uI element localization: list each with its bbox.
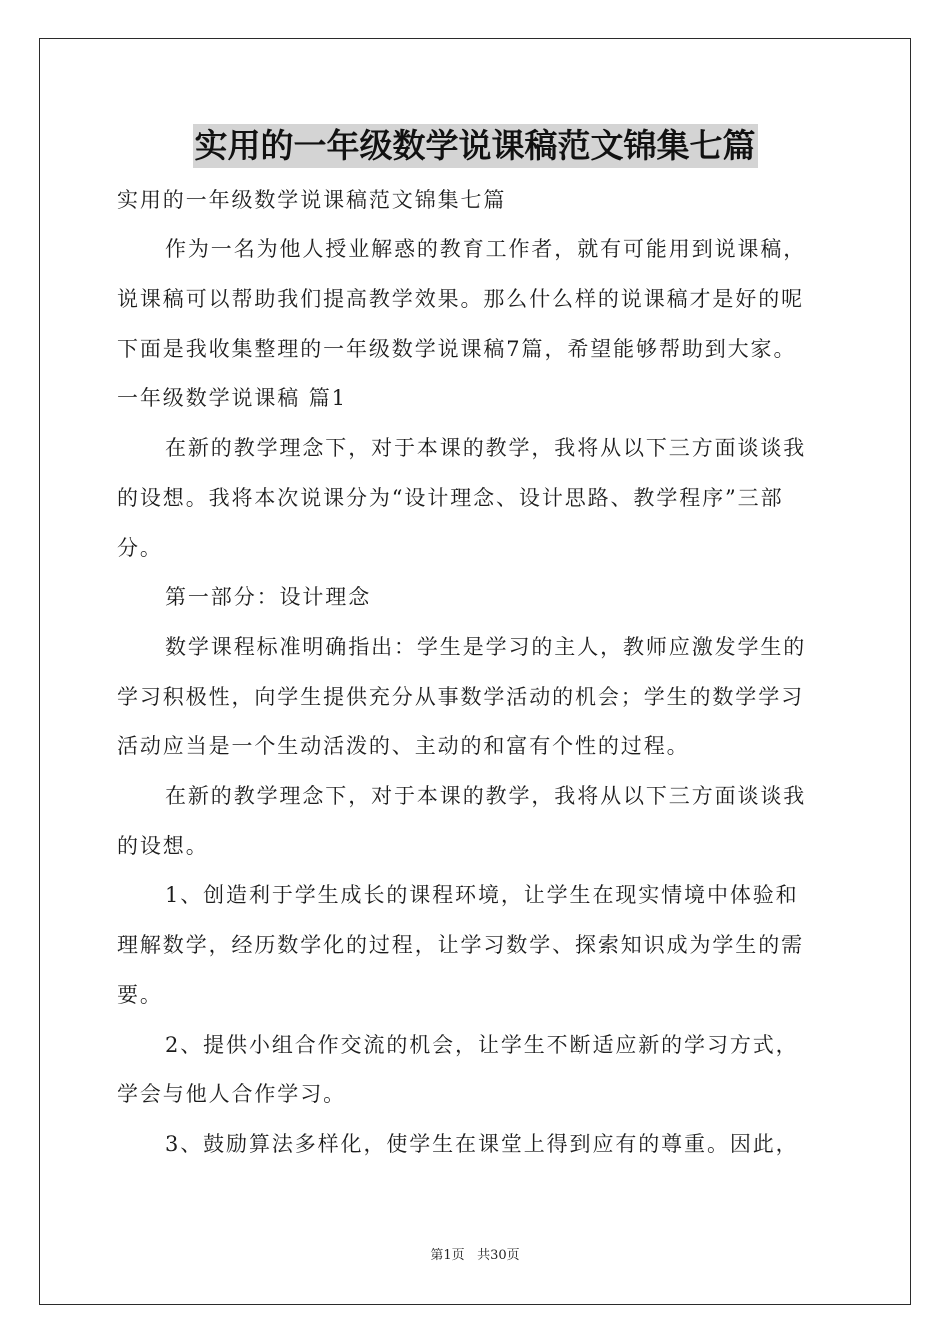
subsection-heading: 第一部分：设计理念	[165, 585, 372, 609]
paragraph-line: 在新的教学理念下，对于本课的教学，我将从以下三方面谈谈我	[165, 436, 807, 460]
page-footer	[0, 1247, 950, 1265]
paragraph-line: 的设想。我将本次说课分为“设计理念、设计思路、教学程序”三部	[117, 486, 784, 510]
list-item-line: 1、创造利于学生成长的课程环境，让学生在现实情境中体验和	[165, 883, 799, 907]
paragraph-line: 说课稿可以帮助我们提高教学效果。那么什么样的说课稿才是好的呢	[117, 287, 804, 311]
list-item-line: 2、提供小组合作交流的机会，让学生不断适应新的学习方式，	[165, 1033, 799, 1057]
paragraph-line: 作为一名为他人授业解惑的教育工作者，就有可能用到说课稿，	[165, 237, 807, 261]
paragraph-line: 下面是我收集整理的一年级数学说课稿7篇，希望能够帮助到大家。	[117, 337, 797, 361]
paragraph-line: 数学课程标准明确指出：学生是学习的主人，教师应激发学生的	[165, 635, 807, 659]
list-item-line: 理解数学，经历数学化的过程，让学习数学、探索知识成为学生的需	[117, 933, 804, 957]
paragraph-line: 分。	[117, 536, 163, 560]
paragraph-line: 的设想。	[117, 834, 209, 858]
page-number: 第1页	[430, 1248, 465, 1263]
document-title-text: 实用的一年级数学说课稿范文锦集七篇	[193, 124, 758, 168]
list-item-line: 要。	[117, 983, 163, 1007]
subtitle-line: 实用的一年级数学说课稿范文锦集七篇	[117, 188, 507, 212]
page-border	[39, 38, 911, 1305]
paragraph-line: 在新的教学理念下，对于本课的教学，我将从以下三方面谈谈我	[165, 784, 807, 808]
list-item-line: 学会与他人合作学习。	[117, 1082, 346, 1106]
document-title	[0, 124, 950, 168]
list-item-line: 3、鼓励算法多样化，使学生在课堂上得到应有的尊重。因此，	[165, 1132, 799, 1156]
paragraph-line: 学习积极性，向学生提供充分从事数学活动的机会；学生的数学学习	[117, 685, 804, 709]
section-heading: 一年级数学说课稿 篇1	[117, 386, 347, 410]
page-total: 共30页	[477, 1248, 520, 1263]
paragraph-line: 活动应当是一个生动活泼的、主动的和富有个性的过程。	[117, 734, 690, 758]
